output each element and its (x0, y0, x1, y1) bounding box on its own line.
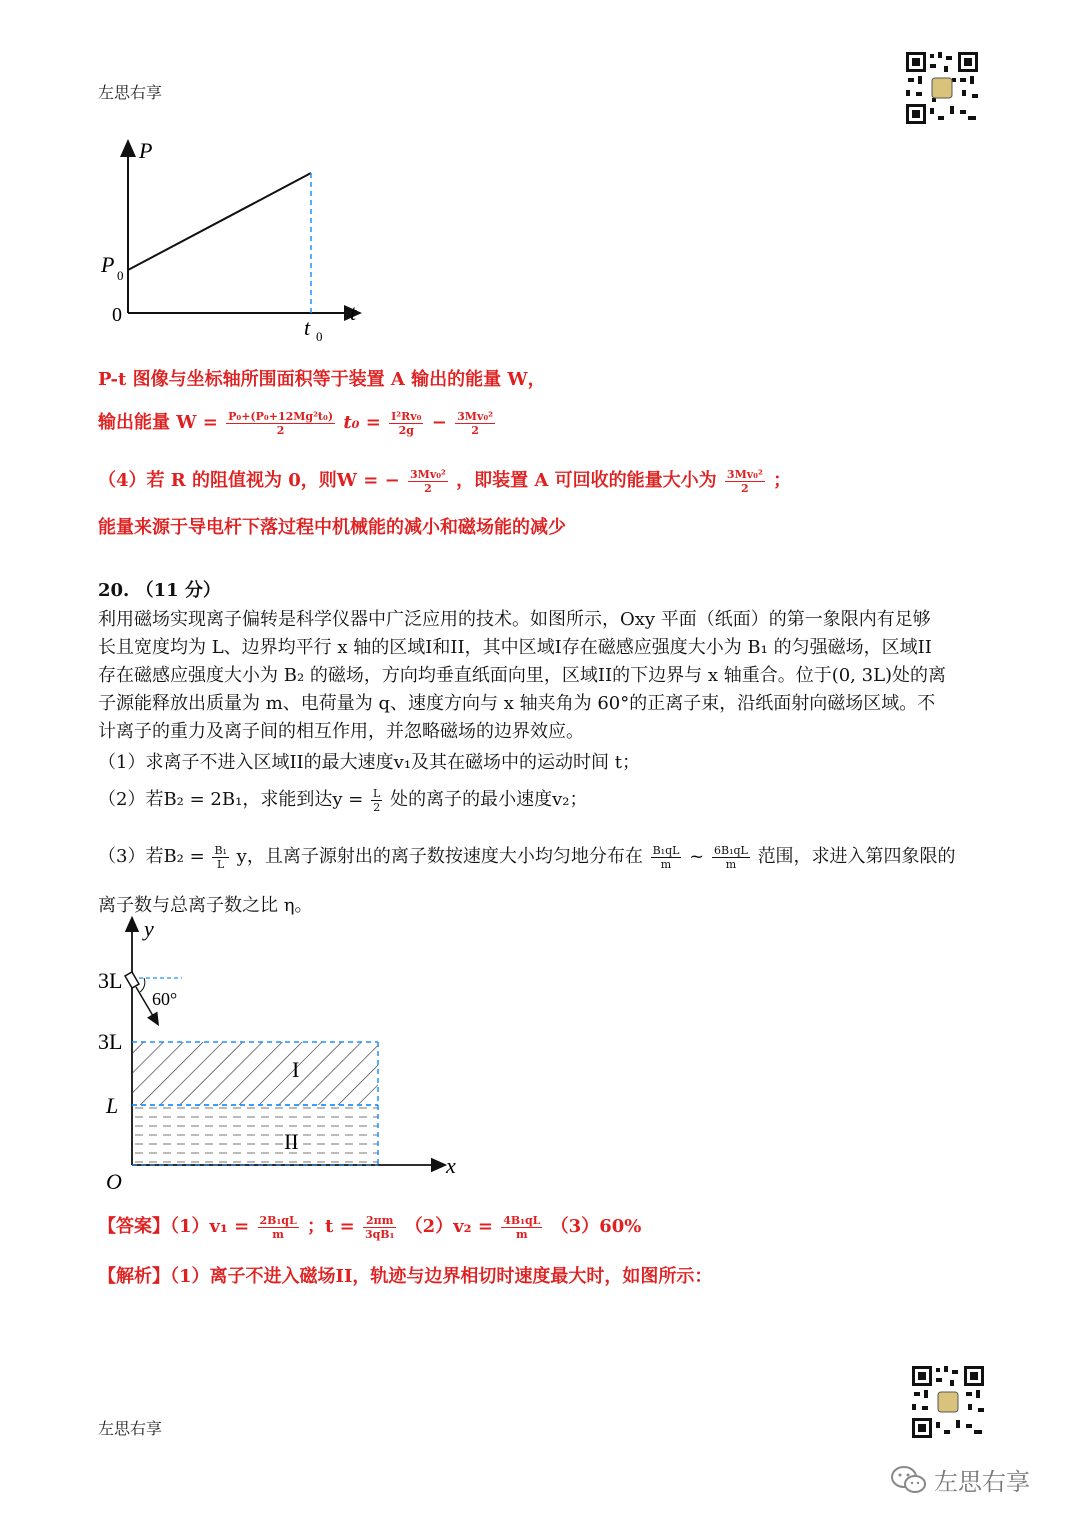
angle-label: 60° (152, 989, 178, 1009)
qr-code-icon (904, 50, 980, 126)
question-body-5: 计离子的重力及离子间的相互作用，并忽略磁场的边界效应。 (98, 721, 584, 742)
power-line (128, 173, 311, 270)
question-body-2: 长且宽度均为 L、边界均平行 x 轴的区域I和II，其中区域I存在磁感应强度大小为 B₁ 的匀强磁场，区域II (98, 637, 932, 658)
region-2-label: II (284, 1129, 299, 1154)
p-axis-label: P (139, 138, 153, 163)
solution-line-2: 输出能量 W = $\frac{\text{P₀+(P₀+12Mg²t₀)}}{2}$ t₀ = $\frac{\text{I²Rv₀}}{2g}$ − $\frac{\text{3Mv₀²}}{2}$ (98, 409, 493, 437)
3l-label: 3L (98, 1029, 123, 1054)
question-number: 20. （11 分） (98, 580, 221, 601)
origin-o-label: O (106, 1169, 122, 1194)
origin-label: 0 (112, 304, 122, 326)
question-part-3: （3）若B₂ = $\frac{\text{B₁}}{L}$ y，且离子源射出的离子数按速度大小均匀地分布在 $\frac{\text{B₁qL}}{m}$ ~ $\frac{\text{6B₁qL}}{m}$ 范围，求进入第四象限的 (98, 843, 956, 871)
ion-source-icon (125, 972, 139, 988)
l-label: L (106, 1093, 119, 1118)
solution-line-4: 能量来源于导电杆下落过程中机械能的减小和磁场能的减少 (98, 517, 566, 538)
source-3l-label: 3L (98, 968, 123, 993)
y-axis-label: y (144, 916, 154, 941)
footer-qr-code-icon (910, 1364, 986, 1440)
answer-line: 【答案】（1）v₁ = $\frac{\text{2B₁qL}}{m}$ ；t = $\frac{2\pi m}{\text{3qB₁}}$ （2）v₂ = $\frac{\text{4B₁qL}}{m}$ （3）60% (98, 1213, 642, 1241)
question-part-3-line-2: 离子数与总离子数之比 η。 (98, 895, 313, 916)
p-t-graph (96, 135, 376, 350)
region-2 (132, 1105, 378, 1165)
wechat-watermark (890, 1462, 1030, 1497)
p0-sub: 0 (117, 268, 124, 283)
region-1 (132, 1042, 378, 1105)
x-axis-label: x (446, 1153, 456, 1178)
question-part-2: （2）若B₂ = 2B₁，求能到达y = $\frac{L}{2}$ 处的离子的最小速度v₂； (98, 786, 588, 814)
t0-label: t (304, 315, 311, 340)
p0-label: P (101, 252, 115, 277)
solution-line-3: （4）若 R 的阻值视为 0，则W = − $\frac{\text{3Mv₀²}}{2}$ ，即装置 A 可回收的能量大小为 $\frac{\text{3Mv₀²}}{2}$ ； (98, 467, 792, 495)
angle-arc (140, 978, 145, 992)
wechat-label: 左思右享 (934, 1468, 1030, 1496)
region-1-label: I (292, 1057, 300, 1082)
question-body-4: 子源能释放出质量为 m、电荷量为 q、速度方向与 x 轴夹角为 60°的正离子束，沿纸面射向磁场区域。不 (98, 693, 936, 714)
question-body-3: 存在磁感应强度大小为 B₂ 的磁场，方向均垂直纸面向里，区域II的下边界与 x 轴重合。位于(0, 3L)处的离 (98, 665, 947, 686)
question-part-1: （1）求离子不进入区域II的最大速度v₁及其在磁场中的运动时间 t； (98, 752, 641, 773)
question-body-1: 利用磁场实现离子偏转是科学仪器中广泛应用的技术。如图所示，Oxy 平面（纸面）的第一象限内有足够 (98, 609, 931, 630)
t0-sub: 0 (316, 329, 323, 344)
analysis-line: 【解析】（1）离子不进入磁场II，轨迹与边界相切时速度最大时，如图所示： (98, 1266, 713, 1287)
footer-brand: 左思右享 (98, 1419, 163, 1438)
header-brand: 左思右享 (98, 83, 163, 102)
wechat-icon (890, 1465, 928, 1495)
solution-line-1: P-t 图像与坐标轴所围面积等于装置 A 输出的能量 W， (98, 369, 546, 390)
region-figure (92, 915, 472, 1200)
t-axis-label: t (350, 300, 357, 325)
